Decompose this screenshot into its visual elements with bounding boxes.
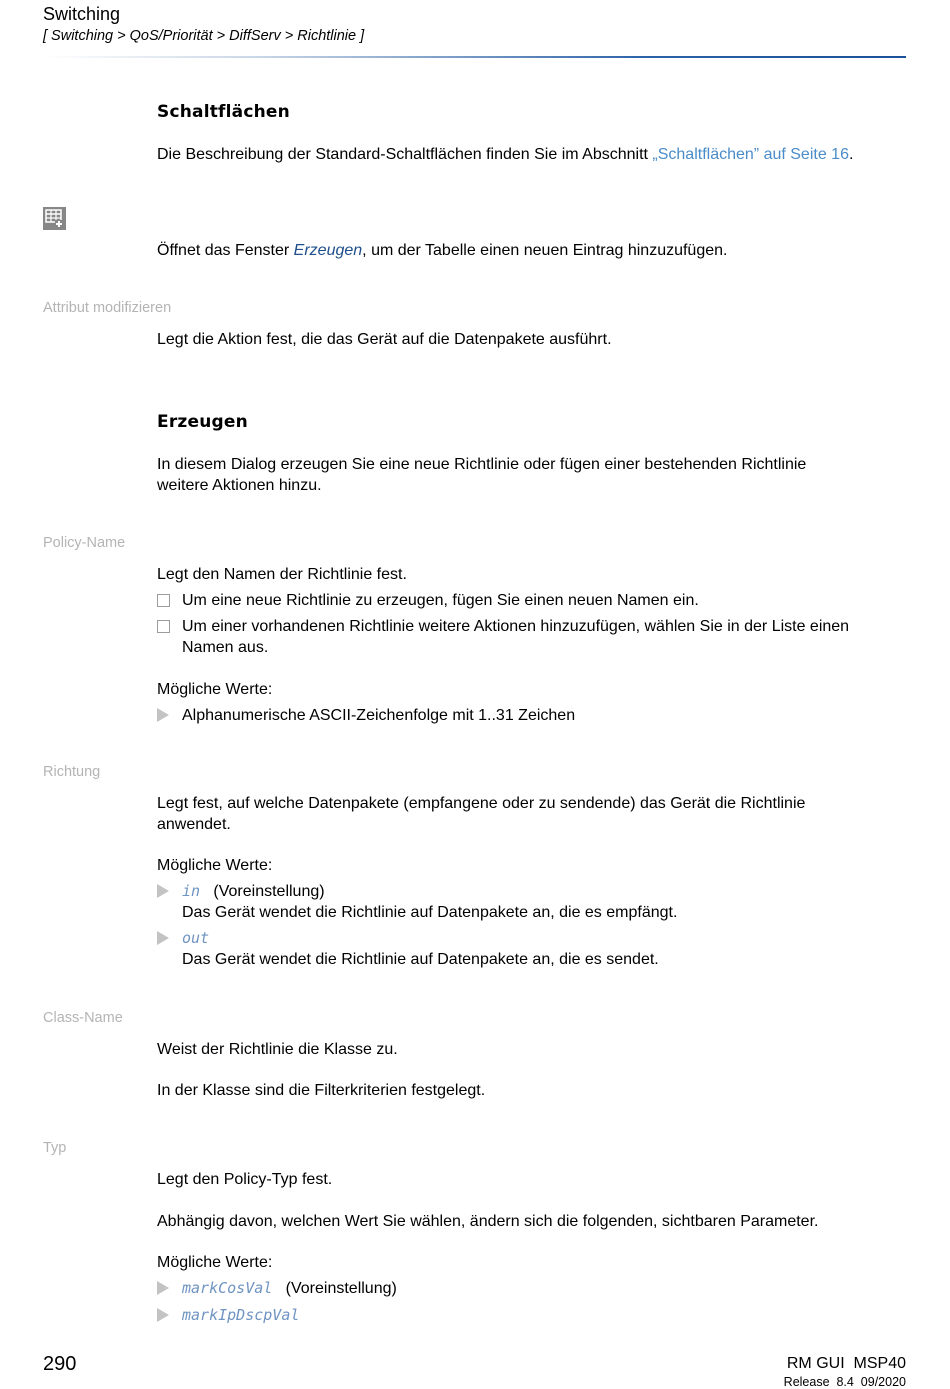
section-heading-erzeugen: Erzeugen	[157, 412, 248, 432]
value-description: Das Gerät wendet die Richtlinie auf Datenpakete an, die es empfängt.	[182, 904, 678, 921]
typ-description: Legt den Policy-Typ fest.	[157, 1171, 333, 1188]
side-label-policy-name: Policy-Name	[43, 535, 126, 551]
list-item-text-block	[182, 881, 907, 923]
erzeugen-intro-line1: In diesem Dialog erzeugen Sie eine neue Richtlinie oder fügen einer bestehenden Richtlinie	[157, 456, 807, 473]
side-label-attribut-modifizieren: Attribut modifizieren	[43, 300, 172, 316]
list-item	[157, 705, 907, 726]
release-info: Release 8.4 09/2020	[783, 1375, 906, 1389]
erzeugen-window-link[interactable]: Erzeugen	[293, 242, 363, 259]
possible-values-label: Mögliche Werte:	[157, 857, 273, 874]
triangle-bullet-icon	[157, 881, 169, 904]
section-heading-schaltflaechen: Schaltflächen	[157, 102, 290, 122]
side-label-typ: Typ	[43, 1140, 67, 1156]
class-name-description: Weist der Richtlinie die Klasse zu.	[157, 1041, 398, 1058]
add-table-entry-icon[interactable]	[43, 207, 66, 230]
triangle-bullet-icon	[157, 1305, 169, 1328]
header-rule	[43, 56, 906, 58]
side-label-class-name: Class-Name	[43, 1010, 123, 1026]
list-item-text-block	[182, 1278, 907, 1299]
possible-values-label: Mögliche Werte:	[157, 1254, 273, 1271]
add-entry-description	[157, 240, 907, 261]
triangle-bullet-icon	[157, 928, 169, 951]
typ-description-2: Abhängig davon, welchen Wert Sie wählen, ändern sich die folgenden, sichtbaren Parameter.	[157, 1213, 819, 1230]
list-item	[157, 881, 907, 923]
list-item-text: Alphanumerische ASCII-Zeichenfolge mit 1..31 Zeichen	[182, 707, 576, 724]
triangle-bullet-icon	[157, 705, 169, 728]
list-item-text-block	[182, 928, 907, 970]
value-code: out	[182, 929, 210, 947]
value-code: markCosVal	[182, 1279, 273, 1297]
buttons-description-end: .	[848, 146, 854, 163]
default-note: (Voreinstellung)	[213, 883, 325, 900]
side-label-richtung: Richtung	[43, 764, 101, 780]
page-number: 290	[43, 1353, 77, 1375]
list-item-text-line2: Namen aus.	[182, 639, 269, 656]
checkbox-bullet-icon	[157, 590, 170, 613]
buttons-description-text: Die Beschreibung der Standard-Schaltflächen finden Sie im Abschnitt	[157, 146, 653, 163]
triangle-bullet-icon	[157, 1278, 169, 1301]
list-item	[157, 928, 907, 970]
richtung-description-line1: Legt fest, auf welche Datenpakete (empfangene oder zu sendende) das Gerät die Richtlinie	[157, 795, 806, 812]
checkbox-bullet-icon	[157, 616, 170, 639]
document-title: RM GUI MSP40	[786, 1355, 906, 1372]
add-entry-text: Öffnet das Fenster	[157, 242, 294, 259]
chapter-title: Switching	[43, 4, 121, 24]
breadcrumb: [ Switching > QoS/Priorität > DiffServ > Richtlinie ]	[43, 28, 365, 44]
default-note: (Voreinstellung)	[285, 1280, 397, 1297]
list-item-text-block	[182, 616, 907, 658]
list-item-text-line1: Um einer vorhandenen Richtlinie weitere Aktionen hinzuzufügen, wählen Sie in der Liste einen	[182, 618, 850, 635]
value-description: Das Gerät wendet die Richtlinie auf Datenpakete an, die es sendet.	[182, 951, 659, 968]
list-item	[157, 1305, 907, 1326]
richtung-description-line2: anwendet.	[157, 816, 231, 833]
possible-values-label: Mögliche Werte:	[157, 681, 273, 698]
policy-name-description: Legt den Namen der Richtlinie fest.	[157, 566, 407, 583]
buttons-description	[157, 144, 907, 165]
add-entry-text-end: , um der Tabelle einen neuen Eintrag hinzuzufügen.	[362, 242, 728, 259]
buttons-section-link[interactable]: „Schaltflächen” auf Seite 16	[652, 146, 849, 163]
class-name-description-2: In der Klasse sind die Filterkriterien festgelegt.	[157, 1082, 486, 1099]
list-item	[157, 590, 907, 611]
list-item-text-block	[182, 1305, 907, 1326]
list-item-text: Um eine neue Richtlinie zu erzeugen, fügen Sie einen neuen Namen ein.	[182, 592, 699, 609]
value-code: markIpDscpVal	[182, 1306, 300, 1324]
attr-modify-description: Legt die Aktion fest, die das Gerät auf die Datenpakete ausführt.	[157, 331, 612, 348]
erzeugen-intro-line2: weitere Aktionen hinzu.	[157, 477, 322, 494]
list-item	[157, 1278, 907, 1299]
value-code: in	[182, 882, 201, 900]
list-item	[157, 616, 907, 658]
